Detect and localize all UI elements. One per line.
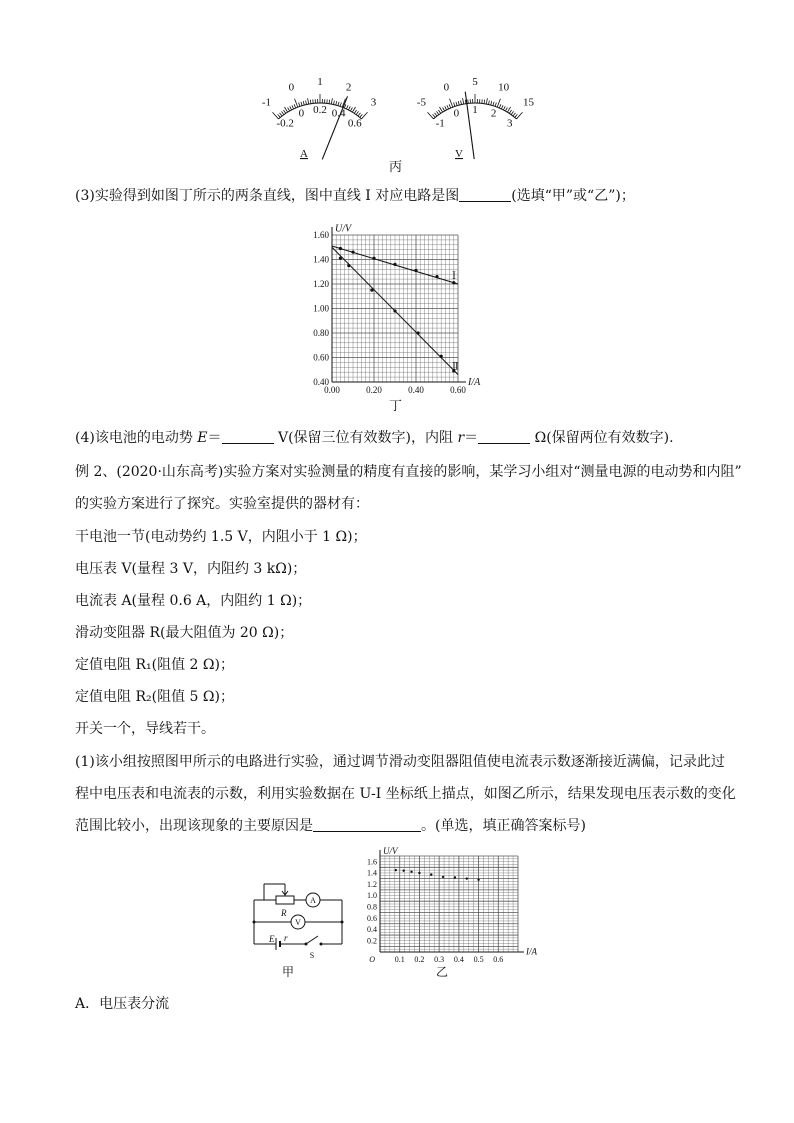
circuit-diagram xyxy=(246,872,351,962)
circuit-label-s: S xyxy=(309,951,315,960)
ding-data-point xyxy=(372,257,375,260)
equipment-item: 定值电阻 R₁(阻值 2 Ω)； xyxy=(75,657,234,673)
q4-resistance-blank[interactable] xyxy=(478,429,530,444)
voltmeter-tick xyxy=(484,100,485,104)
ding-data-point xyxy=(393,309,396,312)
q3-text-after: (选填“甲”或“乙”)； xyxy=(511,188,635,204)
figure-caption-jia: 甲 xyxy=(282,965,295,979)
yi-y-axis-label: U/V xyxy=(383,846,398,856)
voltmeter-inner-label: 3 xyxy=(507,117,513,130)
ammeter-outer-label: 0 xyxy=(288,81,295,94)
yi-x-tick-label: 0.4 xyxy=(453,955,464,964)
ding-series-label: Ⅱ xyxy=(452,361,459,373)
q3-text-before: (3)实验得到如图丁所示的两条直线，图中直线 I 对应电路是图 xyxy=(75,188,460,204)
ding-data-point xyxy=(370,289,373,292)
circuit-label-small-r: r xyxy=(284,933,288,943)
yi-data-point xyxy=(430,873,432,875)
graph-yi xyxy=(352,842,552,970)
ding-y-tick-label: 1.20 xyxy=(313,279,329,289)
ammeter-outer-label: 1 xyxy=(317,76,323,88)
voltmeter-tick xyxy=(449,104,451,108)
ammeter-tick xyxy=(358,113,360,116)
q4-var-e: E xyxy=(197,430,208,446)
graph-ding xyxy=(290,215,500,415)
voltmeter-tick xyxy=(493,102,494,106)
ding-data-point xyxy=(440,355,443,358)
voltmeter-tick xyxy=(443,107,445,110)
ammeter-outer-label: -1 xyxy=(261,96,272,109)
yi-y-tick-label: 1.6 xyxy=(367,857,377,867)
q4-mid: V(保留三位有效数字)，内阻 xyxy=(273,430,458,446)
ammeter-inner-label: 0.6 xyxy=(347,117,362,130)
ammeter-tick xyxy=(284,107,287,112)
voltmeter-tick xyxy=(445,106,447,110)
ding-data-point xyxy=(435,275,438,278)
yi-y-tick-label: 0.8 xyxy=(367,902,377,912)
voltmeter-tick xyxy=(461,101,462,105)
q1-line3-before: 范围比较小，出现该现象的主要原因是 xyxy=(75,818,313,834)
yi-data-point xyxy=(395,869,397,871)
equipment-item: 开关一个，导线若干。 xyxy=(75,721,215,737)
ding-x-axis-label: I/A xyxy=(468,377,481,388)
yi-origin-label: O xyxy=(369,955,375,964)
ammeter-tick xyxy=(350,107,352,110)
equipment-item: 滑动变阻器 R(最大阻值为 20 Ω)； xyxy=(75,625,294,641)
ammeter-tick xyxy=(356,111,358,114)
voltmeter-tick xyxy=(499,104,501,108)
voltmeter-outer-label: 0 xyxy=(443,81,450,94)
q4-prefix: (4)该电池的电动势 xyxy=(75,430,198,446)
voltmeter-tick xyxy=(503,106,505,110)
ding-data-point xyxy=(339,257,342,260)
ammeter-tick xyxy=(281,111,283,114)
yi-x-tick-label: 0.6 xyxy=(493,955,504,964)
q1-line3-after: 。(单选，填正确答案标号) xyxy=(421,818,586,834)
voltmeter-tick xyxy=(439,107,442,112)
example2-line2: 的实验方案进行了探究。实验室提供的器材有： xyxy=(75,496,369,512)
ammeter-tick xyxy=(308,98,309,104)
question-1-line2: 程中电压表和电流表的示数，利用实验数据在 U-I 坐标纸上描点，如图乙所示，结果发现电压表示数的变化 xyxy=(75,786,736,802)
q4-eq2: ＝ xyxy=(464,430,479,446)
ding-y-tick-label: 1.00 xyxy=(313,303,329,314)
voltmeter-tick xyxy=(501,105,503,109)
yi-data-point xyxy=(410,871,412,873)
ammeter-tick xyxy=(283,110,285,113)
voltmeter-unit-label: V xyxy=(455,148,463,160)
ammeter-tick xyxy=(331,98,332,104)
ding-series-label: Ⅰ xyxy=(452,271,456,282)
ding-y-tick-label: 1.40 xyxy=(313,254,329,265)
equipment-item: 电压表 V(量程 3 V，内阻约 3 kΩ)； xyxy=(75,561,307,577)
ammeter-inner-label: 0.2 xyxy=(313,104,327,116)
yi-y-tick-label: 0.2 xyxy=(367,936,377,946)
ammeter-tick xyxy=(310,100,311,104)
voltmeter-inner-label: 1 xyxy=(472,104,478,116)
figure-caption-ding: 丁 xyxy=(389,399,403,414)
ding-y-tick-label: 1.60 xyxy=(313,230,329,240)
ammeter-tick xyxy=(290,106,292,110)
voltmeter-outer-label: 5 xyxy=(472,76,478,88)
yi-plot xyxy=(367,846,537,964)
ammeter-tick xyxy=(361,112,367,119)
yi-y-tick-label: 0.6 xyxy=(367,913,377,923)
voltmeter-tick xyxy=(436,111,438,114)
ammeter-tick xyxy=(352,107,355,112)
yi-data-point xyxy=(477,879,479,881)
yi-x-axis-label: I/A xyxy=(526,946,537,957)
ding-data-point xyxy=(351,251,354,254)
yi-data-point xyxy=(402,869,404,871)
yi-data-point xyxy=(466,877,468,879)
ding-data-point xyxy=(417,331,420,334)
ammeter-inner-label: -0.2 xyxy=(276,117,294,130)
ammeter-tick xyxy=(329,100,330,104)
question-1-line3 xyxy=(75,816,586,836)
q1-answer-blank[interactable] xyxy=(313,817,421,832)
ding-data-point xyxy=(414,269,417,272)
example2-line1: 例 2、(2020·山东高考)实验方案对实验测量的精度有直接的影响，某学习小组对“测量电源的电动势和内阻” xyxy=(75,464,742,480)
ammeter-outer-label: 2 xyxy=(345,81,352,94)
question-3 xyxy=(75,186,635,206)
yi-data-point xyxy=(418,872,420,874)
voltmeter-inner-label: 0 xyxy=(453,107,460,120)
ding-data-point xyxy=(339,247,342,250)
voltmeter-tick xyxy=(507,107,510,112)
figure-caption-bing: 丙 xyxy=(389,160,403,175)
voltmeter-tick xyxy=(495,103,496,107)
q4-suffix: Ω(保留两位有效数字). xyxy=(530,430,674,446)
ammeter-dial xyxy=(262,76,377,160)
yi-y-tick-label: 1.4 xyxy=(367,868,377,878)
yi-x-tick-label: 0.2 xyxy=(414,955,425,964)
ding-y-tick-label: 0.80 xyxy=(313,328,329,338)
voltmeter-tick xyxy=(465,100,466,104)
ammeter-tick xyxy=(354,110,356,113)
ding-y-tick-label: 0.40 xyxy=(313,377,329,387)
voltmeter-tick xyxy=(454,103,455,107)
voltmeter-tick xyxy=(435,113,437,116)
voltmeter-tick xyxy=(438,110,440,113)
ammeter-outer-label: 3 xyxy=(370,96,377,109)
ding-plot xyxy=(313,224,481,396)
ammeter-inner-label: 0 xyxy=(298,107,305,120)
ammeter-tick xyxy=(292,105,294,109)
voltmeter-tick xyxy=(458,101,459,105)
voltmeter-tick xyxy=(447,105,449,109)
ammeter-tick xyxy=(303,101,304,105)
circuit-label-v: V xyxy=(295,918,301,927)
ammeter-inner-label: 0.4 xyxy=(331,107,346,120)
ammeter-tick xyxy=(294,104,296,108)
ammeter-tick xyxy=(346,105,348,109)
ding-x-tick-label: 0.40 xyxy=(408,385,424,395)
voltmeter-dial xyxy=(417,76,535,160)
ding-x-tick-label: 0.00 xyxy=(324,385,340,395)
equipment-item: 电流表 A(量程 0.6 A，内阻约 1 Ω)； xyxy=(75,593,312,609)
voltmeter-tick xyxy=(463,98,464,104)
ding-y-axis-label: U/V xyxy=(335,223,352,235)
ammeter-tick xyxy=(334,101,335,105)
ammeter-tick xyxy=(340,103,341,107)
voltmeter-tick xyxy=(509,110,511,113)
ding-data-point xyxy=(393,263,396,266)
ammeter-tick xyxy=(336,101,337,105)
question-1-line1: (1)该小组按照图甲所示的电路进行实验，通过调节滑动变阻器阻值使电流表示数逐渐接近满偏，记录此过 xyxy=(75,754,725,770)
ding-x-tick-label: 0.20 xyxy=(366,385,382,395)
voltmeter-outer-label: 15 xyxy=(523,96,535,109)
voltmeter-inner-label: -1 xyxy=(435,117,445,130)
voltmeter-tick xyxy=(505,107,507,110)
voltmeter-tick xyxy=(516,112,522,119)
voltmeter-tick xyxy=(489,101,490,105)
question-4 xyxy=(75,428,674,448)
yi-y-tick-label: 0.4 xyxy=(367,925,377,935)
circuit-label-e: E xyxy=(269,934,275,944)
voltmeter-tick xyxy=(486,98,487,104)
ammeter-tick xyxy=(348,106,350,110)
yi-x-tick-label: 0.3 xyxy=(434,955,445,964)
ammeter-unit-label: A xyxy=(300,148,308,160)
yi-x-tick-label: 0.5 xyxy=(473,955,484,964)
ammeter-tick xyxy=(280,113,282,116)
ding-data-point xyxy=(347,264,350,267)
yi-y-tick-label: 1.2 xyxy=(367,879,377,889)
circuit-label-r: R xyxy=(281,908,287,918)
ding-y-tick-label: 0.60 xyxy=(313,352,329,363)
figure-caption-yi: 乙 xyxy=(436,965,449,979)
q4-emf-blank[interactable] xyxy=(222,429,274,444)
yi-data-point xyxy=(442,876,444,878)
ammeter-tick xyxy=(306,101,307,105)
voltmeter-tick xyxy=(491,101,492,105)
voltmeter-inner-label: 2 xyxy=(490,107,497,120)
voltmeter-tick xyxy=(456,102,457,106)
voltmeter-tick xyxy=(513,113,515,116)
yi-data-point xyxy=(454,876,456,878)
ammeter-tick xyxy=(301,102,302,106)
q4-var-r: r xyxy=(457,430,465,446)
yi-y-tick-label: 1.0 xyxy=(367,891,377,901)
voltmeter-tick xyxy=(515,114,518,117)
ammeter-tick xyxy=(288,107,290,110)
ammeter-tick xyxy=(338,102,339,106)
q4-eq1: ＝ xyxy=(207,430,222,446)
option-a[interactable]: A．电压表分流 xyxy=(75,996,170,1012)
voltmeter-outer-label: 10 xyxy=(498,81,510,94)
ding-x-tick-label: 0.60 xyxy=(450,385,466,395)
equipment-item: 定值电阻 R₂(阻值 5 Ω)； xyxy=(75,689,234,705)
voltmeter-outer-label: -5 xyxy=(416,96,427,109)
voltmeter-tick xyxy=(427,112,433,119)
circuit-label-a: A xyxy=(310,896,316,905)
voltmeter-tick xyxy=(511,111,513,114)
equipment-item: 干电池一节(电动势约 1.5 V，内阻小于 1 Ω)； xyxy=(75,529,367,545)
ammeter-tick xyxy=(299,103,300,107)
yi-x-tick-label: 0.1 xyxy=(394,955,405,964)
q3-answer-blank[interactable] xyxy=(459,187,511,202)
